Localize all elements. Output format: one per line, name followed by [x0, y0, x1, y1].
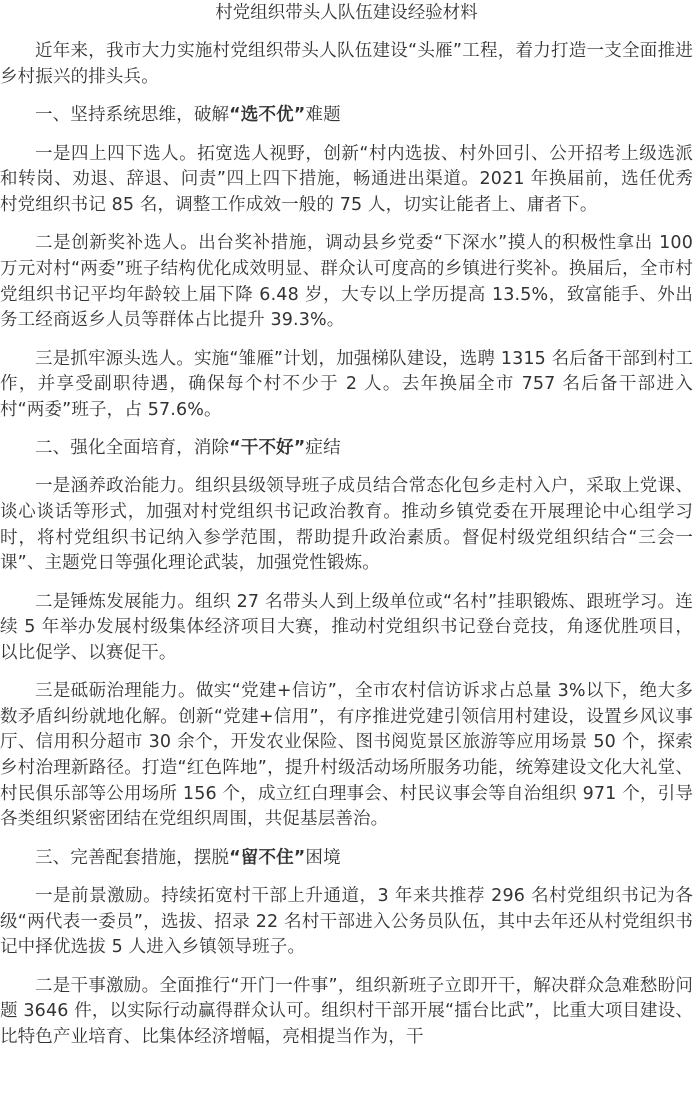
section-heading-3 — [0, 846, 693, 872]
section-heading-2 — [0, 436, 693, 462]
document-title: 村党组织带头人队伍建设经验材料 — [215, 3, 478, 23]
section-heading-keyword: “留不住” — [229, 847, 306, 868]
section-heading-text: 难题 — [305, 105, 341, 126]
body-paragraph: 一是前景激励。持续拓宽村干部上升通道，3 年来共推荐 296 名村党组织书记为各级“两代表一委员”，选拔、招录 22 名村干部进入公务员队伍，其中去年还从村党组织书记中择优选拔 5 人进入乡镇领导班子。 — [0, 885, 693, 958]
section-heading-text: 二、强化全面培育，消除 — [35, 438, 230, 459]
section-heading-text: 三、完善配套措施，摆脱 — [35, 847, 230, 868]
section-heading-text: 困境 — [305, 847, 341, 868]
body-paragraph: 一是四上四下选人。拓宽选人视野，创新“村内选拔、村外回引、公开招考上级选派和转岗、劝退、辞退、问责”四上四下措施，畅通进出渠道。2021 年换届前，选任优秀村党组织书记 85 名，调整工作成效一般的 75 人，切实让能者上、庸者下。 — [0, 143, 693, 215]
body-paragraph: 一是涵养政治能力。组织县级领导班子成员结合常态化包乡走村入户，采取上党课、谈心谈话等形式，加强对村党组织书记政治教育。推动乡镇党委在开展理论中心组学习时，将村党组织书记纳入参学范围，帮助提升政治素质。督促村级党组织结合“三会一课”、主题党日等强化理论武装，加强党性锻炼。 — [0, 476, 693, 574]
section-heading-text: 症结 — [305, 438, 341, 459]
body-paragraph: 三是抓牢源头选人。实施“雏雁”计划，加强梯队建设，选聘 1315 名后备干部到村工作，并享受副职待遇，确保每个村不少于 2 人。去年换届全市 757 名后备干部进入村“两委”班子，占 57.6%。 — [0, 348, 693, 420]
section-heading-1 — [0, 103, 693, 129]
body-paragraph: 二是锤炼发展能力。组织 27 名带头人到上级单位或“名村”挂职锻炼、跟班学习。连续 5 年举办发展村级集体经济项目大赛，推动村党组织书记登台竞技，角逐优胜项目，以比促学、以赛促干。 — [0, 591, 693, 663]
section-heading-keyword: “选不优” — [229, 105, 306, 126]
section-heading-keyword: “干不好” — [229, 438, 306, 459]
intro-paragraph: 近年来，我市大力实施村党组织带头人队伍建设“头雁”工程，着力打造一支全面推进乡村振兴的排头兵。 — [0, 41, 693, 87]
body-paragraph: 二是创新奖补选人。出台奖补措施，调动县乡党委“下深水”摸人的积极性拿出 100 万元对村“两委”班子结构优化成效明显、群众认可度高的乡镇进行奖补。换届后，全市村党组织书记平均年龄较上届下降 6.48 岁，大专以上学历提高 13.5%，致富能手、外出务工经商返乡人员等群体占比提升 39.3%。 — [0, 233, 693, 331]
section-heading-text: 一、坚持系统思维，破解 — [35, 105, 230, 126]
body-paragraph: 二是干事激励。全面推行“开门一件事”，组织新班子立即开干，解决群众急难愁盼问题 3646 件，以实际行动赢得群众认可。组织村干部开展“擂台比武”，比重大项目建设、比特色产业培育、比集体经济增幅，亮相提当作为，干 — [0, 975, 693, 1047]
body-paragraph: 三是砥砺治理能力。做实“党建+信访”，全市农村信访诉求占总量 3%以下，绝大多数矛盾纠纷就地化解。创新“党建+信用”，有序推进党建引领信用村建设，设置乡风议事厅、信用积分超市 30 余个，开发农业保险、图书阅览景区旅游等应用场景 50 个，探索乡村治理新路径。打造“红色阵地”，提升村级活动场所服务功能，统筹建设文化大礼堂、村民俱乐部等公用场所 156 个，成立红白理事会、村民议事会等自治组织 971 个，引导各类组织紧密团结在党组织周围，共促基层善治。 — [0, 681, 693, 830]
